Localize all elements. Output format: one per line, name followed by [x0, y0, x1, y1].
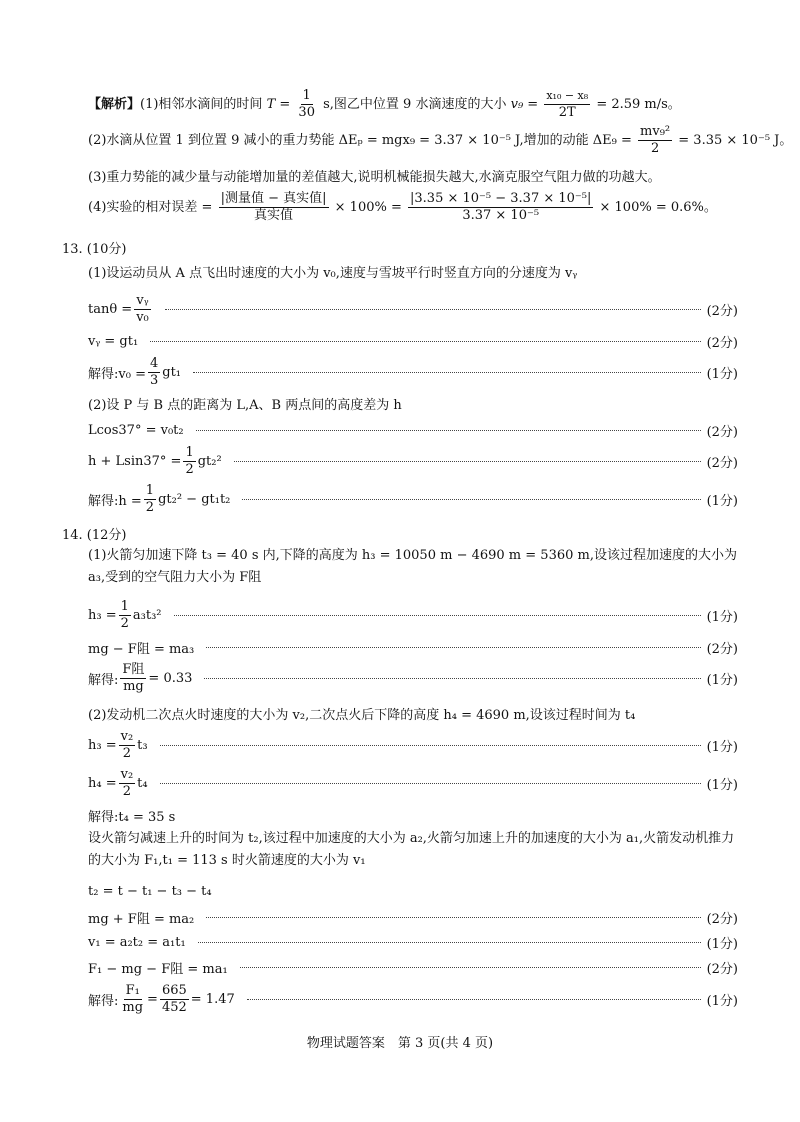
q13-eq3: 解得:v₀ = $\frac{4}{3}$ gt₁ (1分)	[88, 355, 738, 388]
fraction: $\frac{\text{mv₉²}}{2}$	[640, 124, 671, 156]
leader-dots	[160, 783, 701, 784]
q14-eq5: h₄ = $\frac{\text{v₂}}{2}$ t₄ (1分)	[88, 766, 738, 799]
score: (1分)	[706, 672, 738, 688]
score: (2分)	[706, 961, 738, 977]
leader-dots	[240, 967, 701, 968]
q13-eq2: vᵧ = gt₁ (2分)	[88, 333, 738, 351]
score: (2分)	[706, 911, 738, 927]
score: (1分)	[706, 493, 738, 509]
page-footer: 物理试题答案 第 3 页(共 4 页)	[306, 1036, 494, 1051]
leader-dots	[174, 615, 701, 616]
score: (1分)	[706, 739, 738, 755]
score: (1分)	[706, 366, 738, 382]
leader-dots	[193, 372, 701, 373]
fraction: $\frac{665}{452}$	[161, 982, 187, 1015]
leader-dots	[160, 745, 701, 746]
leader-dots	[204, 678, 700, 679]
q14-eq1: h₃ = $\frac{1}{2}$ a₃t₃² (1分)	[88, 598, 738, 631]
score: (1分)	[706, 993, 738, 1009]
score: (2分)	[706, 424, 738, 440]
fraction: $\frac{1}{2}$	[120, 598, 129, 631]
score: (2分)	[706, 641, 738, 657]
fraction: $\frac{\text{|测量值 − 真实值|}}{\text{真实值}}$	[220, 191, 327, 223]
fraction: $\frac{\text{F₁}}{mg}$	[122, 982, 144, 1015]
q14-eq6: 解得:t₄ = 35 s	[88, 810, 176, 825]
q14-part1-text: (1)火箭匀加速下降 t₃ = 40 s 内,下降的高度为 h₃ = 10050 m − 4690 m = 5360 m,设该过程加速度的大小为 a₃,受到的空气阻力大小为 F阻	[88, 548, 737, 585]
score: (2分)	[706, 335, 738, 351]
fraction: $\frac{1}{2}$	[145, 482, 155, 515]
q13-part2-text: (2)设 P 与 B 点的距离为 L,A、B 两点间的高度差为 h	[88, 398, 402, 413]
sec12-line1: 【解析】(1)相邻水滴间的时间 T = $\frac{1}{30}$ s,图乙中位置 9 水滴速度的大小 v₉ = $\frac{\text{x₁₀ − x₈}}{2T}$ = 2.59 m/s。	[88, 88, 681, 120]
score: (1分)	[706, 936, 738, 952]
leader-dots	[196, 430, 701, 431]
question-13-header: 13. (10分)	[62, 242, 127, 257]
score: (1分)	[706, 777, 738, 793]
q14-part3-text: 设火箭匀减速上升的时间为 t₂,该过程中加速度的大小为 a₂,火箭匀加速上升的加速度的大小为 a₁,火箭发动机推力的大小为 F₁,t₁ = 113 s 时火箭速度的大小为 v₁	[88, 831, 735, 868]
fraction: $\frac{4}{3}$	[149, 355, 159, 388]
fraction: $\frac{\text{v₂}}{2}$	[120, 728, 134, 761]
q14-eq11: 解得: $\frac{\text{F₁}}{mg}$ = $\frac{665}{452}$ = 1.47 (1分)	[88, 982, 738, 1015]
fraction: $\frac{\text{F阻}}{mg}$	[122, 661, 145, 694]
score: (2分)	[706, 455, 738, 471]
q14-eq9: v₁ = a₂t₂ = a₁t₁ (1分)	[88, 934, 738, 952]
leader-dots	[165, 309, 701, 310]
question-14-header: 14. (12分)	[62, 528, 127, 543]
q13-eq6: 解得:h = $\frac{1}{2}$ gt₂² − gt₁t₂ (1分)	[88, 482, 738, 515]
q14-part2-text: (2)发动机二次点火时速度的大小为 v₂,二次点火后下降的高度 h₄ = 4690 m,设该过程时间为 t₄	[88, 708, 636, 723]
fraction: $\frac{\text{|3.35 × 10⁻⁵ − 3.37 × 10⁻⁵|}}{\text{3.37 × 10⁻⁵}}$	[410, 191, 592, 223]
q13-eq5: h + Lsin37° = $\frac{1}{2}$ gt₂² (2分)	[88, 444, 738, 477]
fraction: $\frac{\text{vᵧ}}{\text{v₀}}$	[136, 292, 149, 325]
leader-dots	[247, 999, 701, 1000]
leader-dots	[198, 942, 701, 943]
q14-eq2: mg − F阻 = ma₃ (2分)	[88, 636, 738, 658]
q14-eq10: F₁ − mg − F阻 = ma₁ (2分)	[88, 956, 738, 978]
q13-eq1: tanθ = $\frac{\text{vᵧ}}{\text{v₀}}$ (2分)	[88, 292, 738, 325]
leader-dots	[150, 341, 700, 342]
q14-eq8: mg + F阻 = ma₂ (2分)	[88, 906, 738, 928]
q14-eq4: h₃ = $\frac{\text{v₂}}{2}$ t₃ (1分)	[88, 728, 738, 761]
analysis-tag: 【解析】	[88, 97, 141, 112]
leader-dots	[234, 461, 701, 462]
sec12-line2: (2)水滴从位置 1 到位置 9 减小的重力势能 ΔEₚ = mgx₉ = 3.37 × 10⁻⁵ J,增加的动能 ΔE₉ = $\frac{\text{mv₉²}}{2}$ = 3.35 × 10⁻⁵ J。	[88, 124, 793, 156]
q13-part1-text: (1)设运动员从 A 点飞出时速度的大小为 v₀,速度与雪坡平行时竖直方向的分速度为 vᵧ	[88, 266, 578, 281]
sec12-line4: (4)实验的相对误差 = $\frac{\text{|测量值 − 真实值|}}{\text{真实值}}$ × 100% = $\frac{\text{|3.35 × 10⁻⁵ − 3.37 × 10⁻⁵|}}{\text{3.37 × 10⁻⁵}}$ × 100% = 0.6%。	[88, 191, 717, 223]
sec12-line3: (3)重力势能的减少量与动能增加量的差值越大,说明机械能损失越大,水滴克服空气阻力做的功越大。	[88, 170, 661, 185]
leader-dots	[206, 917, 700, 918]
fraction: $\frac{\text{x₁₀ − x₈}}{2T}$	[546, 89, 589, 120]
score: (2分)	[706, 303, 738, 319]
leader-dots	[242, 499, 700, 500]
q14-eq7: t₂ = t − t₁ − t₃ − t₄	[88, 884, 212, 899]
q13-eq4: Lcos37° = v₀t₂ (2分)	[88, 422, 738, 440]
fraction: $\frac{\text{v₂}}{2}$	[120, 766, 134, 799]
fraction: $\frac{1}{2}$	[185, 444, 194, 477]
score: (1分)	[706, 609, 738, 625]
q14-eq3: 解得: $\frac{\text{F阻}}{mg}$ = 0.33 (1分)	[88, 661, 738, 694]
leader-dots	[206, 647, 700, 648]
fraction: $\frac{1}{30}$	[298, 88, 315, 120]
